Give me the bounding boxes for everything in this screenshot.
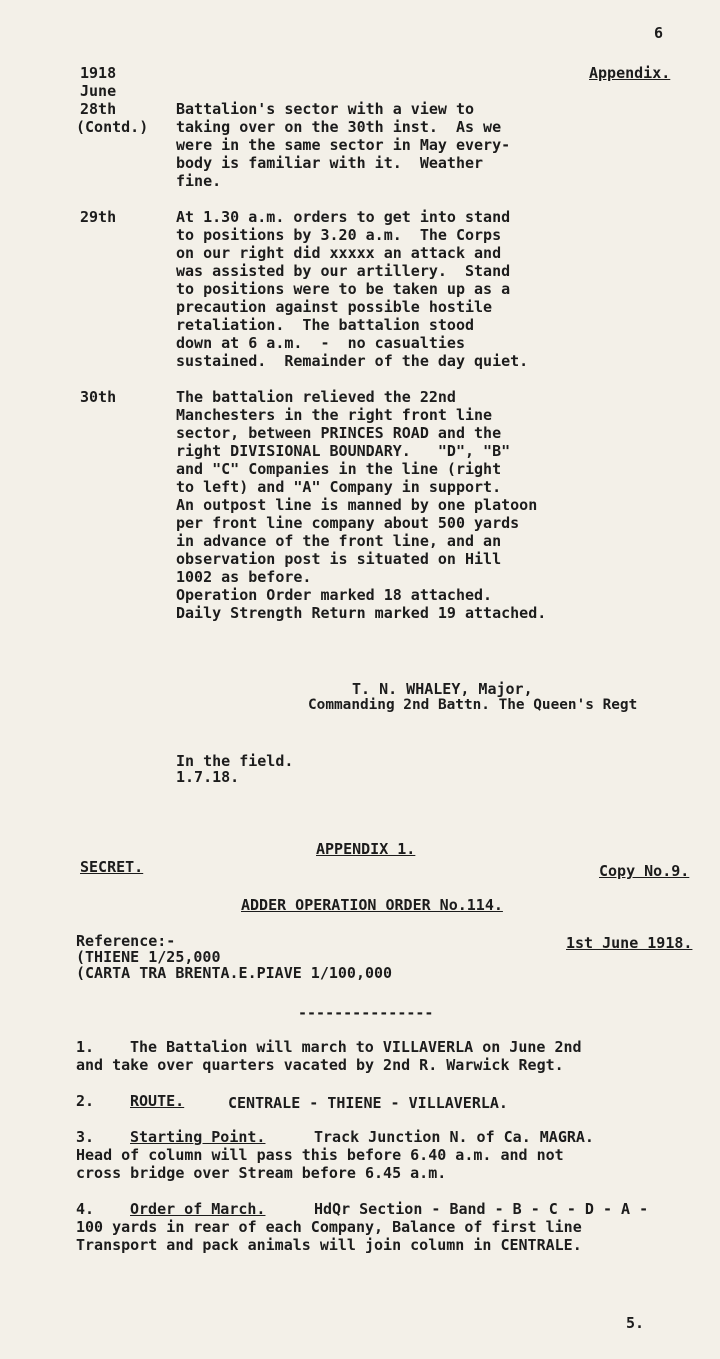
entry-29-line: At 1.30 a.m. orders to get into stand xyxy=(176,208,511,226)
entry-date-28-contd: (Contd.) xyxy=(76,118,149,136)
header-year: 1918 xyxy=(80,64,117,82)
secret-label: SECRET. xyxy=(80,858,144,876)
para-1-number: 1. xyxy=(76,1038,95,1056)
page-number-top: 6 xyxy=(654,24,664,42)
entry-30-line: observation post is situated on Hill xyxy=(176,550,502,568)
entry-28-line: fine. xyxy=(176,172,222,190)
para-3-heading: Starting Point. xyxy=(130,1128,266,1146)
reference-label: Reference:- xyxy=(76,932,176,950)
entry-30-line: Daily Strength Return marked 19 attached. xyxy=(176,604,547,622)
signature-title: Commanding 2nd Battn. The Queen's Regt xyxy=(308,697,638,713)
entry-29-line: on our right did xxxxx an attack and xyxy=(176,244,502,262)
entry-28-line: body is familiar with it. Weather xyxy=(176,154,484,172)
para-2-heading: ROUTE. xyxy=(130,1092,185,1110)
reference-line: (CARTA TRA BRENTA.E.PIAVE 1/100,000 xyxy=(76,964,393,982)
entry-30-line: Manchesters in the right front line xyxy=(176,406,493,424)
para-3-line: cross bridge over Stream before 6.45 a.m. xyxy=(76,1164,447,1182)
entry-30-line: in advance of the front line, and an xyxy=(176,532,502,550)
para-4-line: 100 yards in rear of each Company, Balance of first line xyxy=(76,1218,582,1236)
para-3-first-line: Track Junction N. of Ca. MAGRA. xyxy=(314,1128,594,1146)
entry-date-29: 29th xyxy=(80,208,117,226)
para-3-number: 3. xyxy=(76,1128,95,1146)
entry-date-28: 28th xyxy=(80,100,117,118)
entry-29-line: sustained. Remainder of the day quiet. xyxy=(176,352,529,370)
reference-line: (THIENE 1/25,000 xyxy=(76,948,221,966)
para-4-number: 4. xyxy=(76,1200,95,1218)
entry-29-line: to positions by 3.20 a.m. The Corps xyxy=(176,226,502,244)
separator: --------------- xyxy=(298,1004,434,1022)
entry-date-30: 30th xyxy=(80,388,117,406)
entry-30-line: An outpost line is manned by one platoon xyxy=(176,496,538,514)
entry-28-line: taking over on the 30th inst. As we xyxy=(176,118,502,136)
place-date: 1.7.18. xyxy=(176,768,240,786)
para-4-first-line: HdQr Section - Band - B - C - D - A - xyxy=(314,1200,649,1218)
entry-30-line: The battalion relieved the 22nd xyxy=(176,388,456,406)
entry-29-line: precaution against possible hostile xyxy=(176,298,493,316)
para-2-number: 2. xyxy=(76,1092,95,1110)
para-3-line: Head of column will pass this before 6.40 a.m. and not xyxy=(76,1146,564,1164)
order-date: 1st June 1918. xyxy=(566,934,693,952)
place: In the field. xyxy=(176,752,294,770)
entry-29-line: was assisted by our artillery. Stand xyxy=(176,262,511,280)
para-2-text: CENTRALE - THIENE - VILLAVERLA. xyxy=(228,1094,508,1112)
para-1-line: The Battalion will march to VILLAVERLA on June 2nd xyxy=(130,1038,582,1056)
para-4-heading: Order of March. xyxy=(130,1200,266,1218)
copy-number: Copy No.9. xyxy=(599,862,690,880)
page-number-bottom: 5. xyxy=(626,1314,645,1332)
entry-30-line: per front line company about 500 yards xyxy=(176,514,520,532)
para-4-line: Transport and pack animals will join column in CENTRALE. xyxy=(76,1236,582,1254)
order-title: ADDER OPERATION ORDER No.114. xyxy=(241,896,503,914)
entry-30-line: and "C" Companies in the line (right xyxy=(176,460,502,478)
entry-29-line: retaliation. The battalion stood xyxy=(176,316,475,334)
entry-29-line: to positions were to be taken up as a xyxy=(176,280,511,298)
appendix-heading: APPENDIX 1. xyxy=(316,840,416,858)
para-1-line: and take over quarters vacated by 2nd R. Warwick Regt. xyxy=(76,1056,564,1074)
entry-28-line: Battalion's sector with a view to xyxy=(176,100,475,118)
header-month: June xyxy=(80,82,117,100)
entry-30-line: Operation Order marked 18 attached. xyxy=(176,586,493,604)
entry-30-line: right DIVISIONAL BOUNDARY. "D", "B" xyxy=(176,442,511,460)
entry-29-line: down at 6 a.m. - no casualties xyxy=(176,334,465,352)
entry-30-line: to left) and "A" Company in support. xyxy=(176,478,502,496)
entry-30-line: 1002 as before. xyxy=(176,568,312,586)
entry-30-line: sector, between PRINCES ROAD and the xyxy=(176,424,502,442)
signature-name: T. N. WHALEY, Major, xyxy=(352,680,533,698)
appendix-label: Appendix. xyxy=(589,64,671,82)
entry-28-line: were in the same sector in May every- xyxy=(176,136,511,154)
